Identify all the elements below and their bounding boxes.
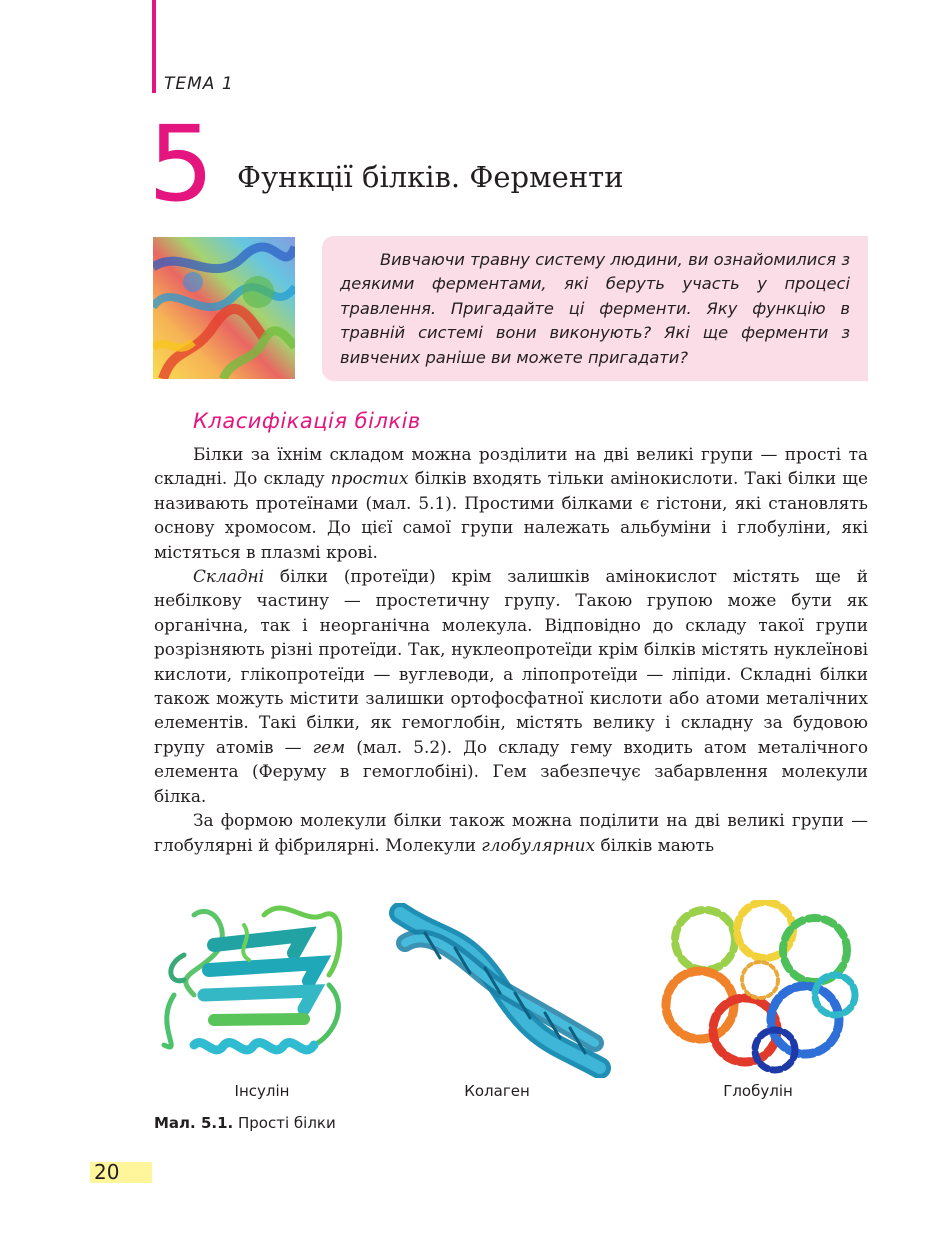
globulin-figure <box>655 900 860 1080</box>
intro-text: Вивчаючи травну систему людини, ви ознайомилися з деякими ферментами, які беруть участь у процесі травлення. Пригадайте ці ферменти. Яку функцію в травній системі вони виконують? Які ще ферменти з вивчених раніше ви можете пригадати? <box>340 250 850 367</box>
theme-label: ТЕМА 1 <box>164 74 234 94</box>
paragraph-3: За формою молекули білки також можна поділити на дві великі групи — глобулярні й фібрилярні. Молекули глобулярних білків мають <box>154 810 868 855</box>
collagen-figure <box>385 903 615 1078</box>
chapter-accent-bar <box>152 0 156 93</box>
paragraph-1: Білки за їхнім складом можна розділити на дві великі групи — прості та складні. До складу простих білків входять тільки амінокислоти. Такі білки ще називають протеїнами (мал. 5.1). Простими білками є гістони, які становлять основу хромосом. До цієї самої групи належать альбуміни і глобуліни, які містяться в плазмі крові. <box>154 444 868 562</box>
protein-thumbnail-image <box>153 237 295 379</box>
intro-question-box <box>322 236 868 381</box>
figure-label-insulin: Інсулін <box>234 1082 290 1100</box>
chapter-number: 5 <box>148 103 215 225</box>
figure-label-collagen: Колаген <box>464 1082 530 1100</box>
section-heading: Класифікація білків <box>193 409 421 433</box>
figure-label-globulin: Глобулін <box>723 1082 793 1100</box>
page-number: 20 <box>94 1160 120 1184</box>
paragraph-2: Складні білки (протеїди) крім залишків амінокислот містять ще й небілкову частину — простетичну групу. Такою групою може бути як органічна, так і неорганічна молекула. Відповідно до складу такої групи розрізняють різні протеїди. Так, нуклеопротеїди крім білків містять нуклеїнові кислоти, глікопротеїди — вуглеводи, а ліпопротеїди — ліпіди. Складні білки також можуть містити залишки ортофосфатної кислоти або атоми металічних елементів. Такі білки, як гемоглобін, містять велику і складну за будовою групу атомів — гем (мал. 5.2). До складу гему входить атом металічного елемента (Феруму в гемоглобіні). Гем забезпечує забарвлення молекули білка. <box>154 566 869 806</box>
figure-caption: Мал. 5.1. Прості білки <box>154 1114 336 1132</box>
body-text <box>154 442 868 857</box>
chapter-title: Функції білків. Ферменти <box>237 160 624 194</box>
insulin-figure <box>154 895 354 1075</box>
